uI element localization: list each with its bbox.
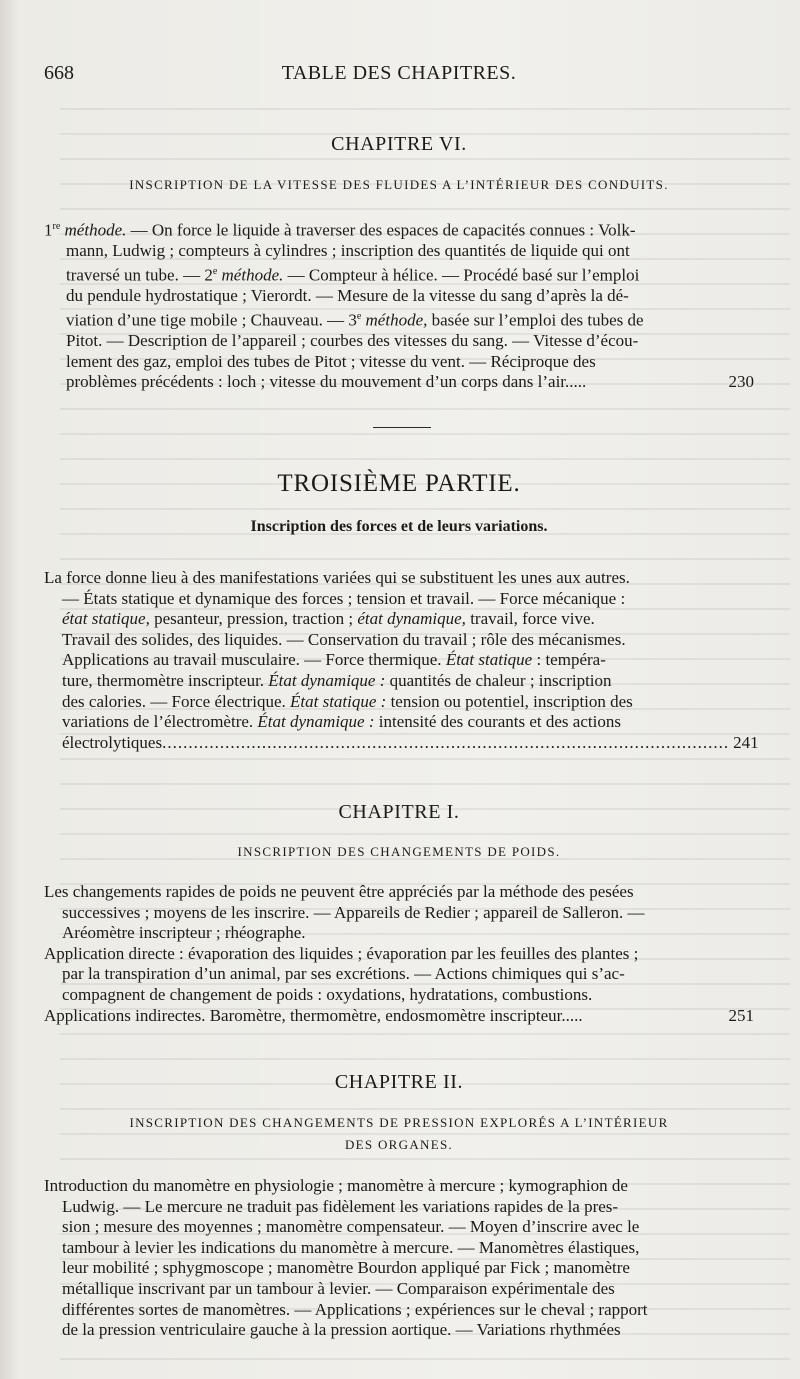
summary-line: leur mobilité ; sphygmoscope ; manomètre Bourdon appliqué par Fick ; manomètre bbox=[62, 1258, 630, 1278]
summary-line: Les changements rapides de poids ne peuvent être appréciés par la méthode des pesées bbox=[44, 882, 634, 901]
summary-line: Applications au travail musculaire. — Force thermique. État statique : tempéra- bbox=[62, 650, 606, 670]
summary-line: différentes sortes de manomètres. — Applications ; expériences sur le cheval ; rapport bbox=[62, 1299, 648, 1319]
part-three-summary bbox=[44, 568, 759, 753]
summary-line: viation d’une tige mobile ; Chauveau. — 3e méthode, basée sur l’emploi des tubes de bbox=[66, 310, 644, 330]
running-title: TABLE DES CHAPITRES. bbox=[281, 62, 517, 84]
chapter-i-subtitle-wrap bbox=[44, 841, 754, 863]
summary-line: Aréomètre inscripteur ; rhéographe. bbox=[62, 923, 306, 943]
chapter-ii-subtitle-line-2: DES ORGANES. bbox=[344, 1137, 454, 1152]
dot-leader bbox=[162, 733, 729, 752]
summary-line: Application directe : évaporation des liquides ; évaporation par les feuilles des plantes ; bbox=[44, 943, 639, 963]
chapter-vi-summary bbox=[44, 217, 754, 393]
summary-line: Travail des solides, des liquides. — Conservation du travail ; rôle des mécanismes. bbox=[62, 629, 626, 649]
part-three-heading bbox=[44, 470, 754, 498]
page-reference: 230 bbox=[728, 372, 754, 392]
summary-line: électrolytiques ..... 241 bbox=[44, 733, 754, 754]
summary-line: des calories. — Force électrique. État statique : tension ou potentiel, inscription des bbox=[62, 691, 633, 711]
page-reference: 251 bbox=[728, 1005, 754, 1025]
page-header bbox=[44, 62, 754, 92]
summary-line: — États statique et dynamique des forces ; tension et travail. — Force mécanique : bbox=[62, 588, 626, 608]
summary-line: Pitot. — Description de l’appareil ; courbes des vitesses du sang. — Vitesse d’écou- bbox=[66, 330, 639, 350]
summary-line: problèmes précédents : loch ; vitesse du mouvement d’un corps dans l’air..... 230 bbox=[66, 372, 754, 392]
chapter-i-heading bbox=[44, 801, 754, 824]
summary-line: successives ; moyens de les inscrire. — Appareils de Redier ; appareil de Salleron. — bbox=[62, 902, 645, 922]
chapter-ii-heading bbox=[44, 1071, 754, 1094]
chapter-i-title: CHAPITRE I. bbox=[338, 801, 460, 823]
chapter-ii-title: CHAPITRE II. bbox=[334, 1071, 464, 1093]
summary-line: traversé un tube. — 2e méthode. — Compteur à hélice. — Procédé basé sur l’emploi bbox=[66, 265, 640, 285]
summary-line: sion ; mesure des moyennes ; manomètre compensateur. — Moyen d’inscrire avec le bbox=[62, 1217, 640, 1237]
summary-line: tambour à levier les indications du manomètre à mercure. — Manomètres élastiques, bbox=[62, 1237, 640, 1257]
summary-line: Ludwig. — Le mercure ne traduit pas fidèlement les variations rapides de la pres- bbox=[62, 1196, 619, 1216]
chapter-ii-subtitle-wrap bbox=[44, 1112, 754, 1156]
chapter-ii-subtitle-line-1: INSCRIPTION DES CHANGEMENTS DE PRESSION EXPLORÉS A L’INTÉRIEUR bbox=[129, 1115, 669, 1130]
summary-line: état statique, pesanteur, pression, traction ; état dynamique, travail, force vive. bbox=[62, 609, 595, 629]
chapter-i-subtitle: INSCRIPTION DES CHANGEMENTS DE POIDS. bbox=[237, 844, 561, 859]
summary-line: de la pression ventriculaire gauche à la pression aortique. — Variations rhythmées bbox=[62, 1320, 621, 1340]
summary-line: variations de l’électromètre. État dynamique : intensité des courants et des actions bbox=[62, 712, 621, 732]
summary-line: ture, thermomètre inscripteur. État dynamique : quantités de chaleur ; inscription bbox=[62, 670, 612, 690]
section-divider bbox=[373, 427, 431, 428]
summary-line: compagnent de changement de poids : oxydations, hydratations, combustions. bbox=[62, 984, 593, 1004]
summary-line: mann, Ludwig ; compteurs à cylindres ; inscription des quantités de liquide qui ont bbox=[66, 241, 630, 261]
page-number: 668 bbox=[44, 62, 74, 84]
chapter-vi-section bbox=[44, 133, 754, 156]
summary-line: La force donne lieu à des manifestations variées qui se substituent les unes aux autres. bbox=[44, 568, 630, 587]
chapter-i-summary bbox=[44, 882, 754, 1026]
part-three-subtitle-wrap bbox=[44, 518, 754, 536]
summary-line: du pendule hydrostatique ; Vierordt. — Mesure de la vitesse du sang d’après la dé- bbox=[66, 286, 629, 306]
part-title: TROISIÈME PARTIE. bbox=[277, 470, 521, 497]
chapter-vi-title: CHAPITRE VI. bbox=[331, 133, 467, 155]
chapter-vi-subtitle-wrap bbox=[44, 174, 754, 196]
summary-line: Introduction du manomètre en physiologie ; manomètre à mercure ; kymographion de bbox=[44, 1176, 628, 1195]
page-reference: 241 bbox=[733, 732, 759, 752]
summary-line: Applications indirectes. Baromètre, thermomètre, endosmomètre inscripteur..... 251 bbox=[44, 1005, 754, 1025]
summary-line: lement des gaz, emploi des tubes de Pitot ; vitesse du vent. — Réciproque des bbox=[66, 351, 596, 371]
chapter-ii-summary bbox=[44, 1176, 754, 1341]
summary-line: par la transpiration d’un animal, par ses excrétions. — Actions chimiques qui s’ac- bbox=[62, 964, 625, 984]
part-subtitle: Inscription des forces et de leurs variations. bbox=[250, 518, 548, 535]
summary-line: métallique inscrivant par un tambour à levier. — Comparaison expérimentale des bbox=[62, 1278, 615, 1298]
chapter-vi-subtitle: INSCRIPTION DE LA VITESSE DES FLUIDES A L’INTÉRIEUR DES CONDUITS. bbox=[129, 177, 669, 192]
summary-line: 1re méthode. — On force le liquide à traverser des espaces de capacités connues : Volk- bbox=[44, 220, 636, 240]
